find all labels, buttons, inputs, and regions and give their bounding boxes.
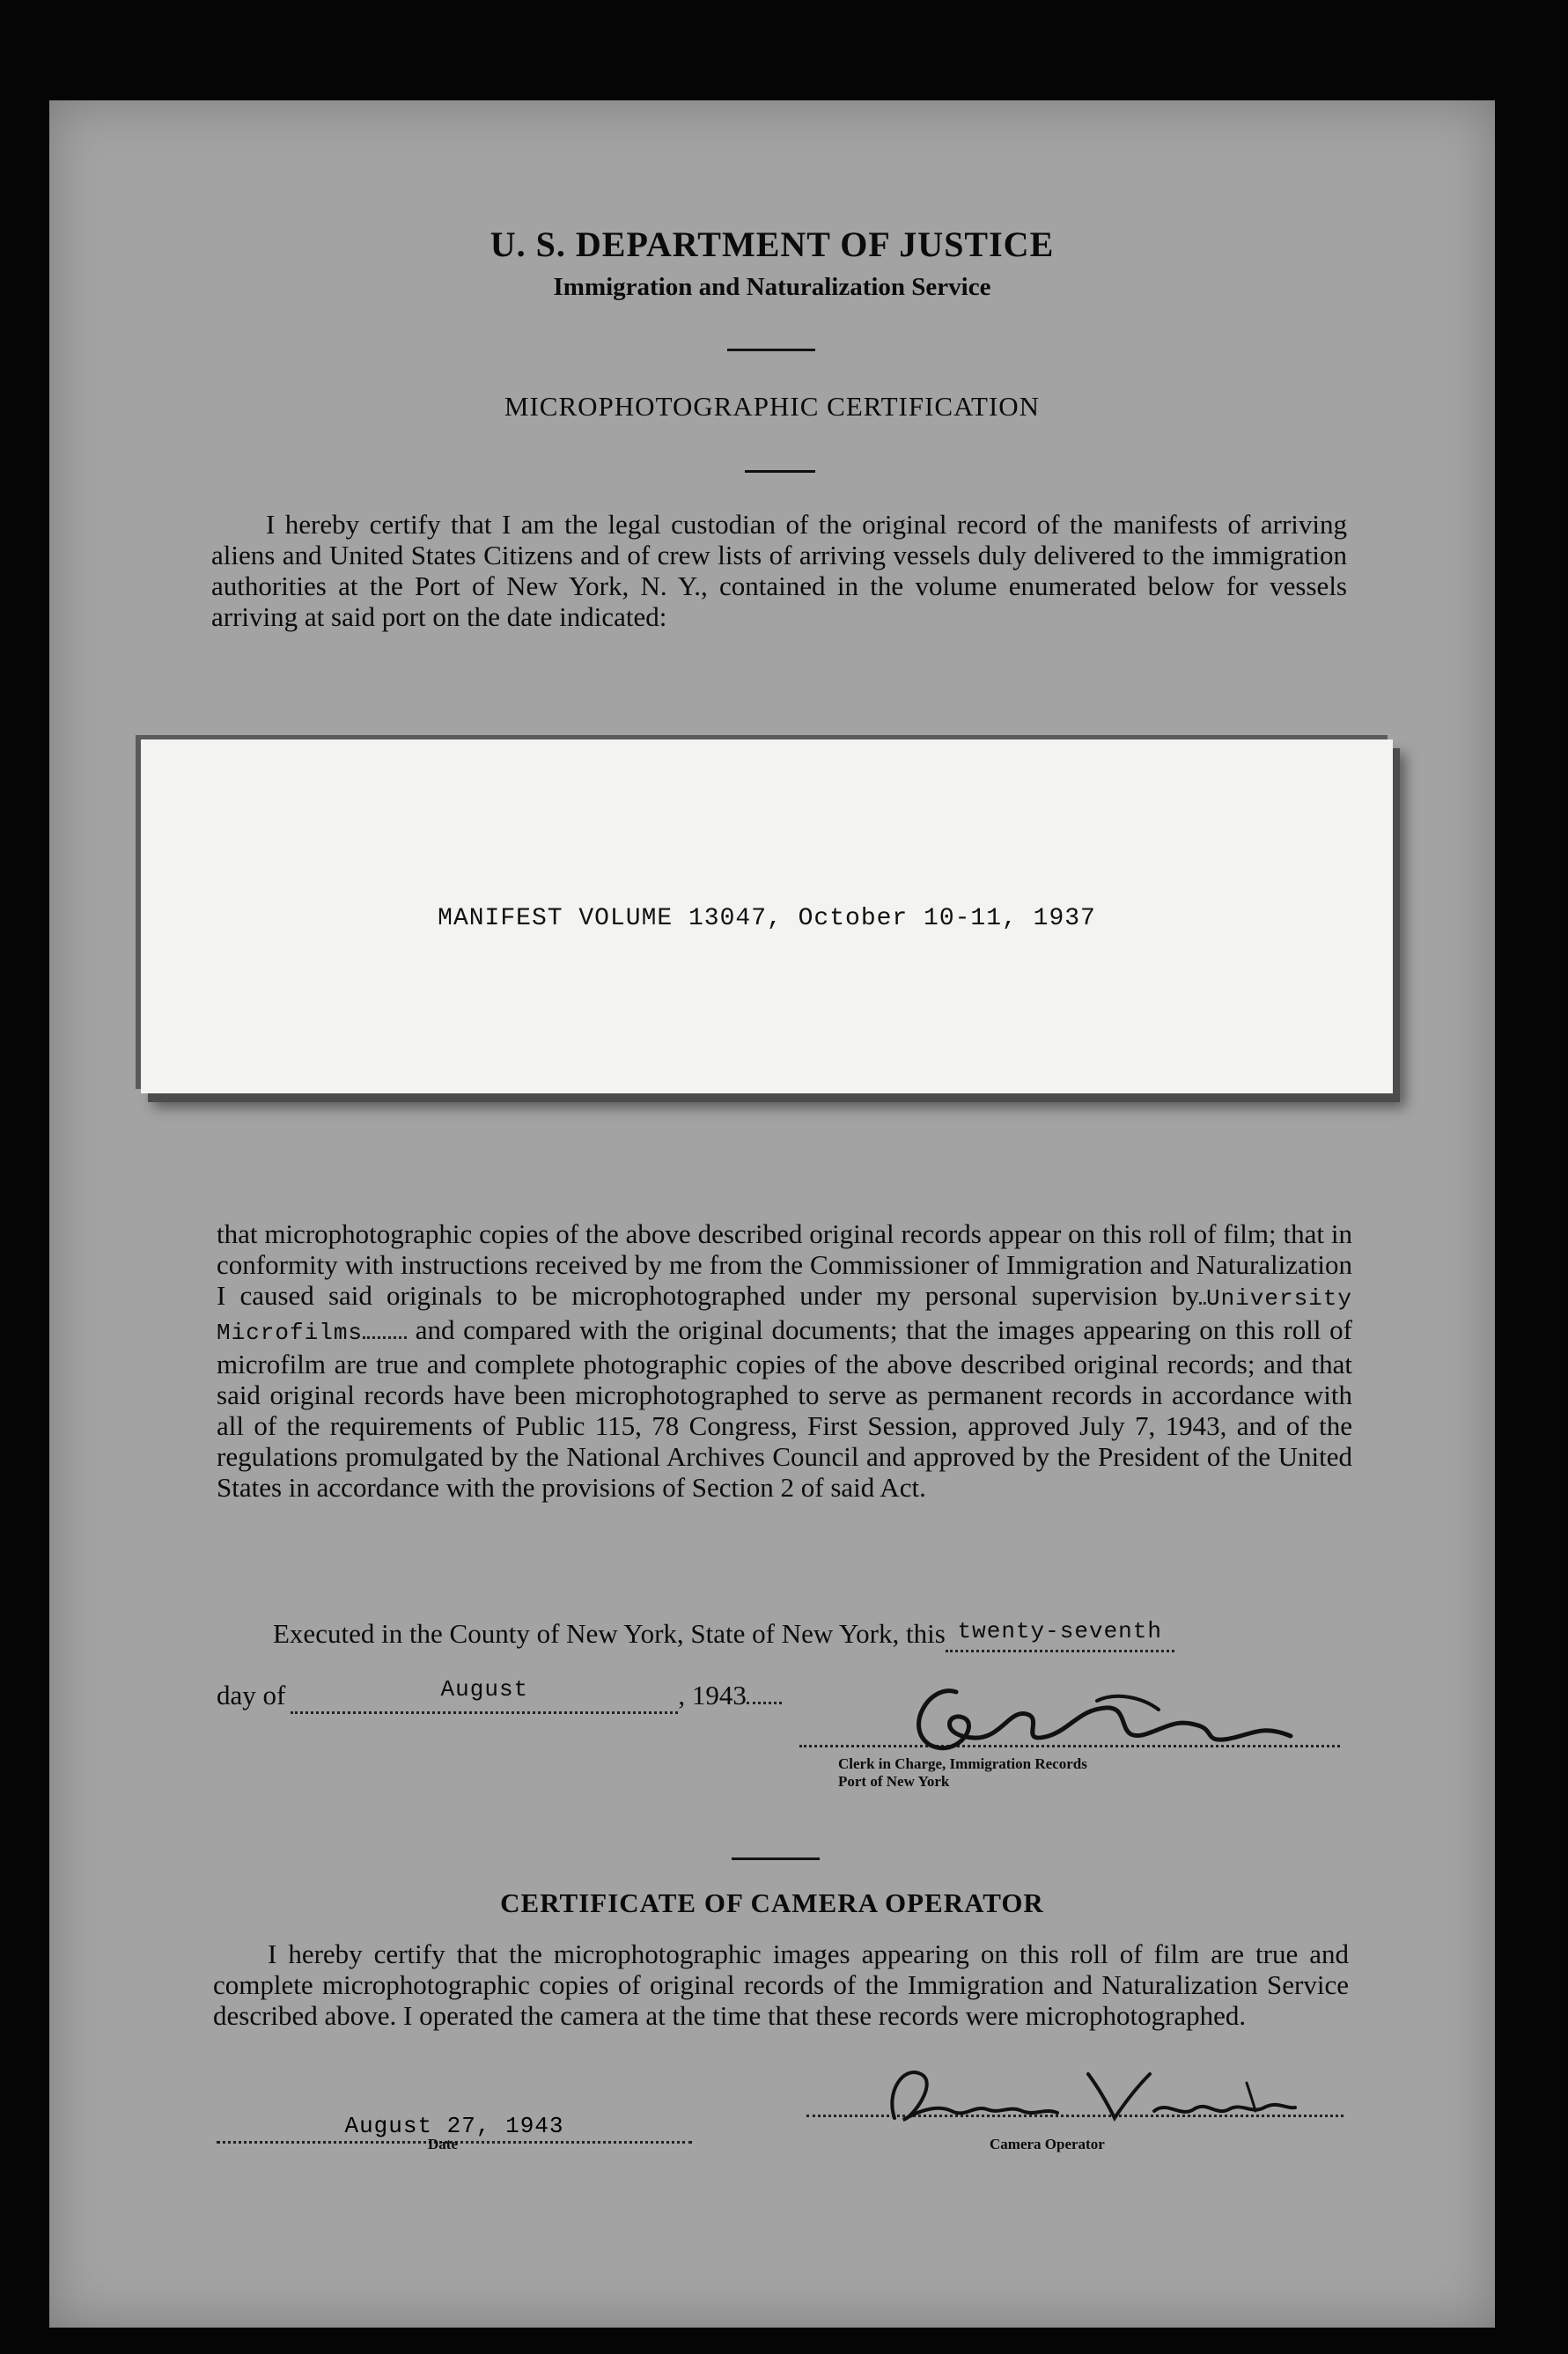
body-text-after: and compared with the original documents; that the images appearing on this roll of microfilm are true and complete photographic copies of the above described original records; and that said original records have been microphotographed to serve as permanent records in accordance with all of the requirements of Public 115, 78 Congress, First Session, approved July 7, 1943, and of the regulations promulgated by the National Archives Council and approved by the President of the United States in accordance with the provisions of Section 2 of said Act. <box>217 1314 1352 1503</box>
body-paragraph <box>217 1218 1352 1503</box>
camera-certificate-title: CERTIFICATE OF CAMERA OPERATOR <box>500 1887 1044 1918</box>
agent-name: University Microfilms <box>217 1285 1352 1346</box>
executed-month: August <box>440 1676 529 1703</box>
certification-title: MICROPHOTOGRAPHIC CERTIFICATION <box>504 391 1041 422</box>
service-subheading: Immigration and Naturalization Service <box>553 273 991 301</box>
divider <box>732 1857 820 1860</box>
divider <box>745 470 815 473</box>
day-of-label: day of <box>217 1680 286 1710</box>
clerk-title-line-1: Clerk in Charge, Immigration Records <box>838 1755 1087 1772</box>
department-heading: U. S. DEPARTMENT OF JUSTICE <box>490 224 1055 264</box>
divider <box>727 349 815 351</box>
executed-year: , 1943 <box>678 1680 747 1710</box>
camera-date: August 27, 1943 <box>344 2113 564 2139</box>
certificate-sheet <box>49 100 1495 2328</box>
clerk-signature <box>894 1674 1317 1762</box>
executed-day: twenty-seventh <box>957 1618 1162 1644</box>
clerk-signature-image <box>894 1674 1317 1762</box>
day-of-line <box>217 1676 782 1714</box>
clerk-title-line-2: Port of New York <box>838 1773 950 1790</box>
body-text-before: that microphotographic copies of the above described original records appear on this roll of film; that in conformity with instructions received by me from the Commissioner of Immigration and Naturalization I caused said originals to be microphotographed under my personal supervision by <box>217 1218 1352 1311</box>
operator-signature-image <box>850 2056 1308 2136</box>
operator-signature <box>850 2056 1308 2136</box>
clerk-title <box>838 1755 1087 1791</box>
camera-paragraph: I hereby certify that the microphotographic images appearing on this roll of film are true and complete microphotographic copies of original records of the Immigration and Naturalization Service described above. I operated the camera at the time that these records were microphotographed. <box>213 1938 1349 2031</box>
executed-line <box>273 1618 1174 1652</box>
camera-operator-label: Camera Operator <box>990 2136 1105 2152</box>
intro-paragraph: I hereby certify that I am the legal custodian of the original record of the manifests of arriving aliens and United States Citizens and of crew lists of arriving vessels duly delivered to the immigration authorities at the Port of New York, N. Y., contained in the volume enumerated below for vessels arriving at said port on the date indicated: <box>211 509 1347 632</box>
executed-prefix: Executed in the County of New York, State of New York, this <box>273 1618 946 1649</box>
volume-label-box <box>141 739 1393 1093</box>
manifest-volume-label: MANIFEST VOLUME 13047, October 10-11, 1937 <box>438 905 1096 932</box>
date-label: Date <box>428 2136 458 2152</box>
